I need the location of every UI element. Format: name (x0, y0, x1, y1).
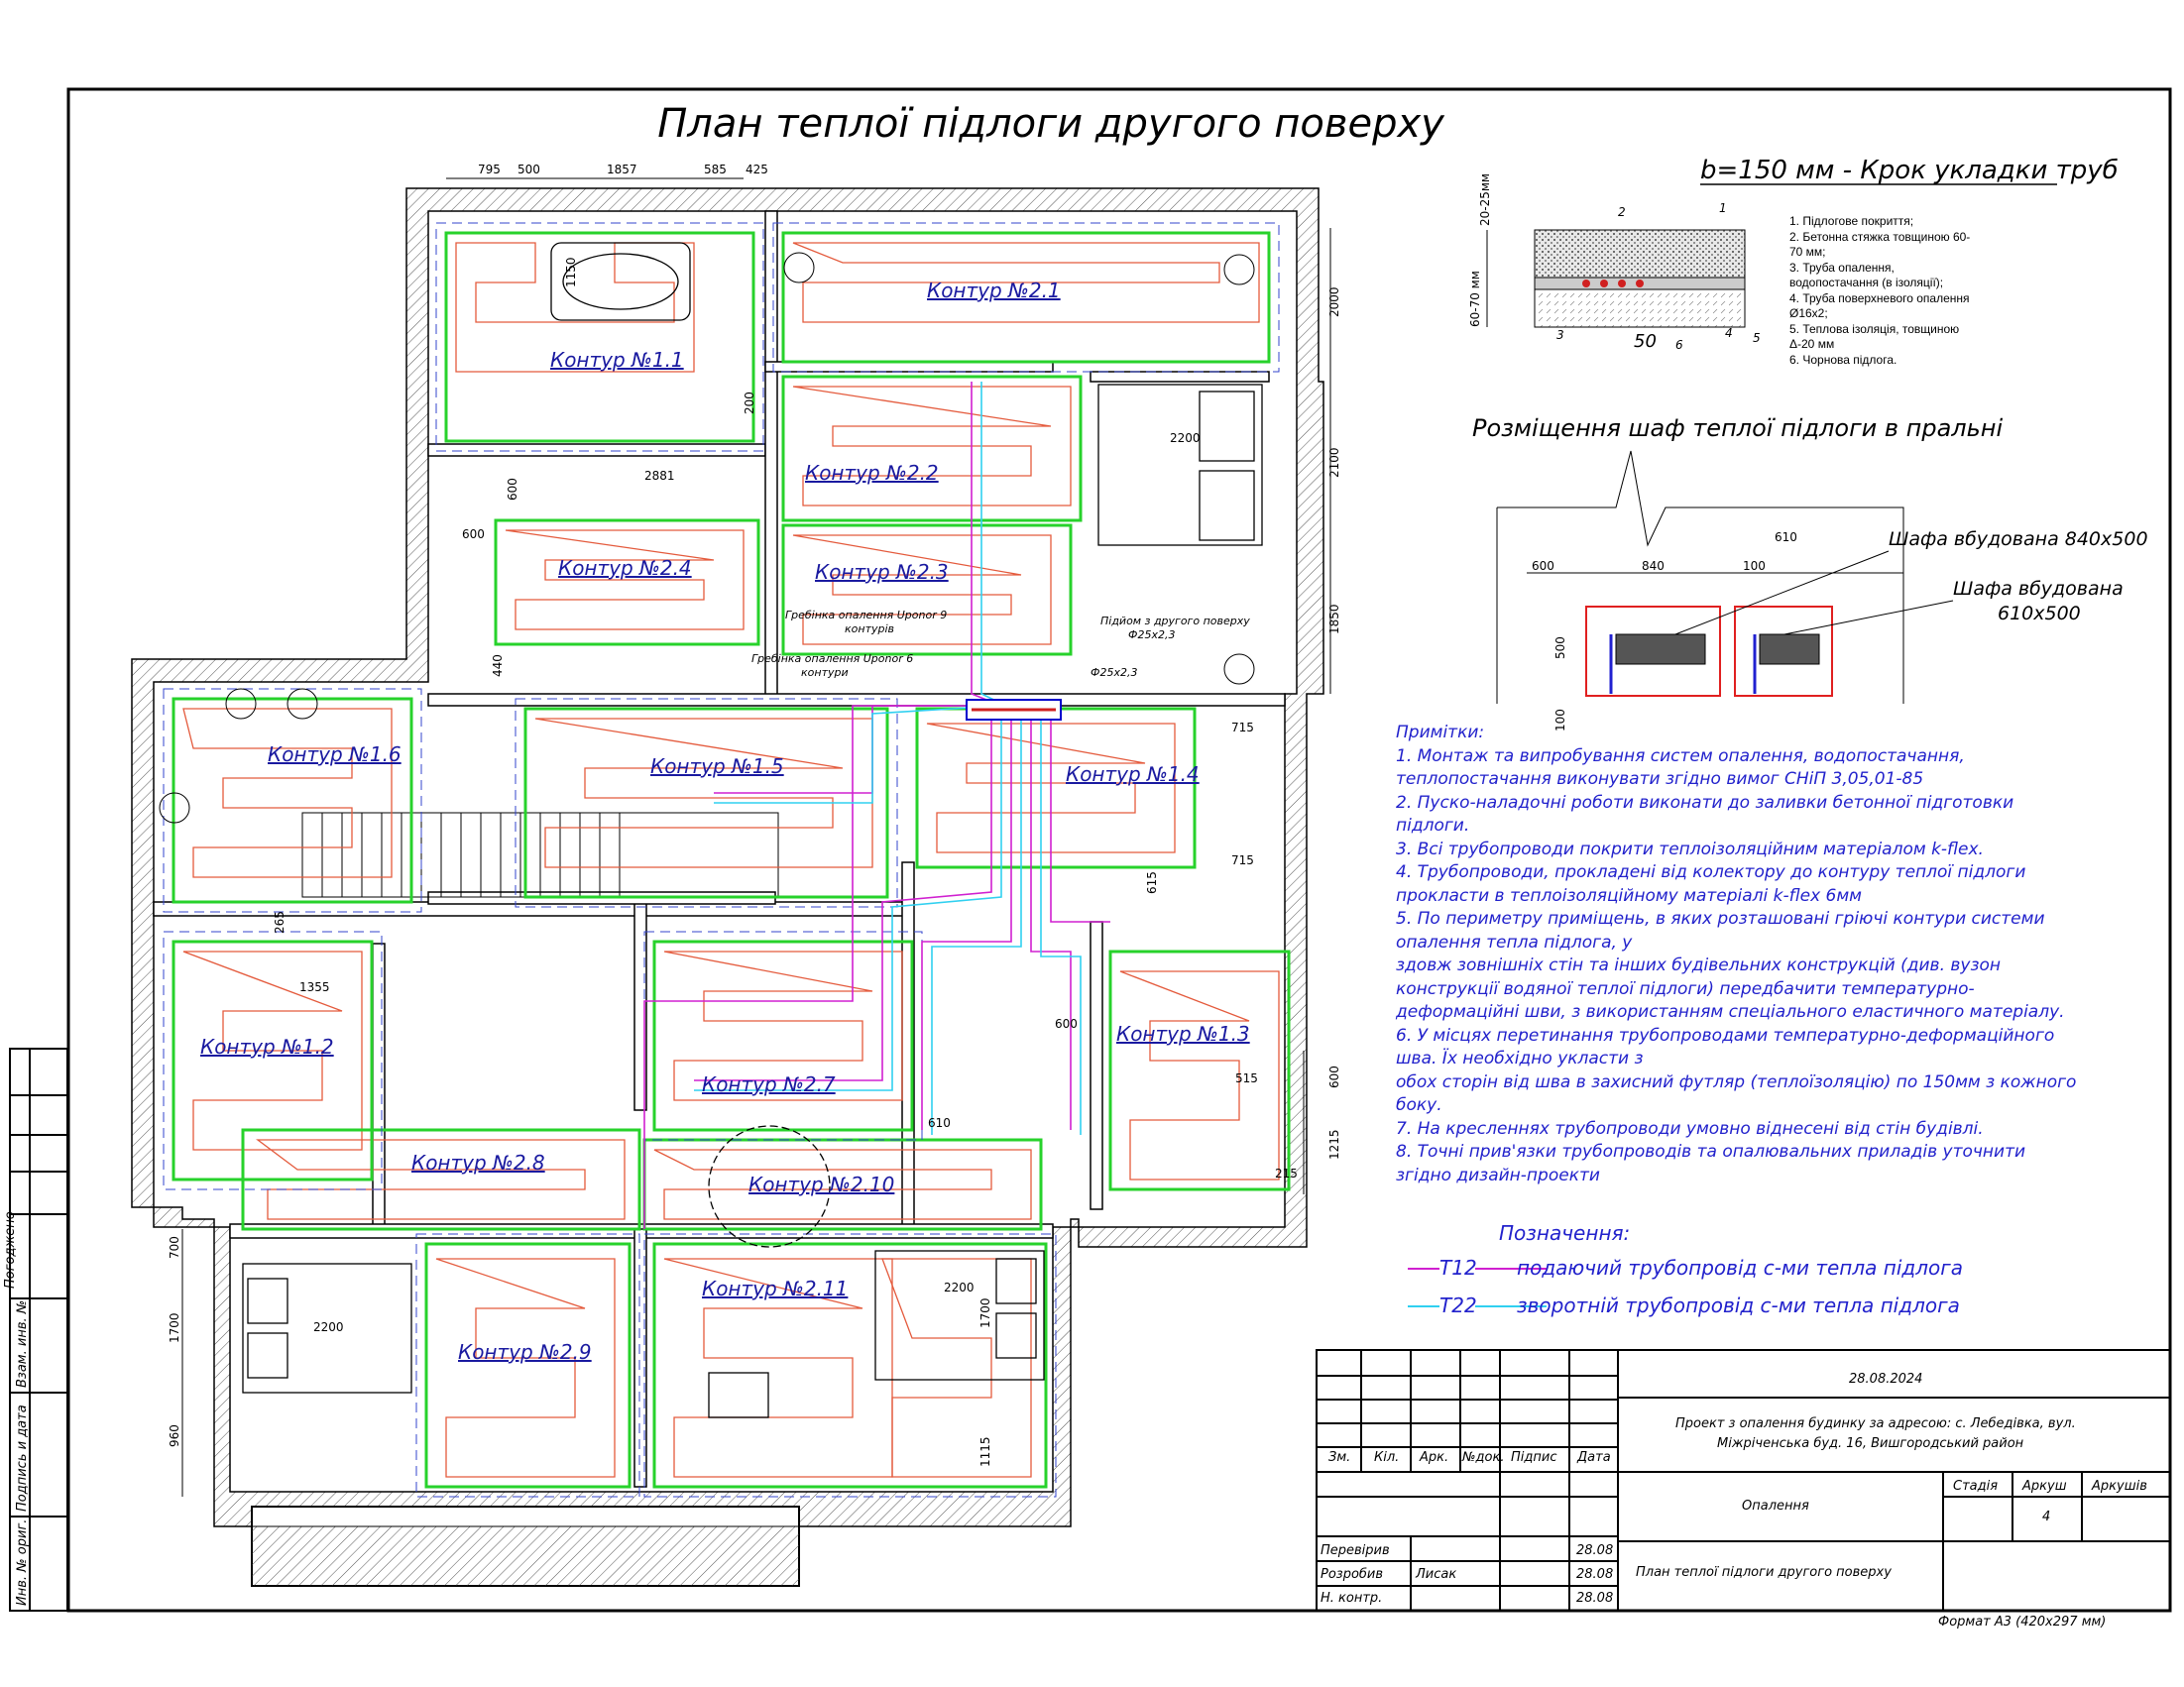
tb-col-1: Зм. (1328, 1450, 1351, 1465)
zone-label-2-3: Контур №2.3 (815, 560, 949, 584)
tb-role-1: Перевірив (1321, 1543, 1390, 1558)
zone-label-1-6: Контур №1.6 (268, 742, 402, 766)
plant-icons (160, 253, 1254, 823)
floor-plan (132, 163, 1341, 1586)
tb-role-3: Н. контр. (1321, 1591, 1383, 1606)
layer-num-5: 5 (1753, 331, 1761, 345)
zone-label-2-10: Контур №2.10 (748, 1173, 895, 1196)
note-item: здовж зовнішніх стін та інших будівельних конструкцій (див. вузон конструкції водяної теплої підлоги) передбачити температурно-деформаційні шви, з використанням спеціального еластичного матеріалу. (1396, 956, 2065, 1022)
cabinet-dim-100: 100 (1743, 559, 1766, 573)
cabinet-label-610-2: 610х500 (1998, 603, 2081, 624)
cabinet-dim-500: 500 (1553, 636, 1567, 659)
notes-block (1396, 722, 2080, 1187)
cabinet-label-840: Шафа вбудована 840х500 (1889, 528, 2148, 550)
layer-item: 3. Труба опалення, водопостачання (в ізоляції); (1789, 260, 1944, 289)
inner-dim-600a: 600 (506, 478, 519, 501)
inner-dim-2200c: 2200 (944, 1281, 975, 1294)
legend-desc-supply: подаючий трубопровід с-ми тепла підлога (1517, 1256, 1964, 1280)
inner-dim-600c: 600 (1055, 1017, 1078, 1031)
tb-sheet-h: Аркуш (2022, 1479, 2067, 1494)
layer-num-1: 1 (1719, 201, 1727, 215)
cabinet-dim-610: 610 (1775, 530, 1797, 544)
inner-dim-1700: 1700 (978, 1297, 992, 1328)
note-item: обох сторін від шва в захисний футляр (теплоїзоляцію) по 150мм з кожного боку. (1396, 1071, 2077, 1115)
inner-dim-1150: 1150 (564, 257, 578, 287)
zone-label-2-2: Контур №2.2 (805, 461, 939, 485)
left-dim-3: 960 (168, 1424, 181, 1447)
stamp-sign: Подпись и дата (15, 1405, 30, 1512)
tb-sheets-h: Аркушів (2092, 1479, 2147, 1494)
notes-heading: Примітки: (1396, 723, 1485, 742)
layer-item: 5. Теплова ізоляція, товщиною Δ-20 мм (1789, 321, 1960, 351)
inner-dim-1115: 1115 (978, 1436, 992, 1467)
zone-label-1-5: Контур №1.5 (650, 754, 784, 778)
layer-item: 6. Чорнова підлога. (1789, 352, 1897, 367)
inner-dim-2200a: 2200 (1170, 431, 1201, 445)
manifold-9-label-1: Гребінка опалення Uponor 9 (785, 609, 948, 621)
manifold-6-label-2: контури (801, 666, 849, 679)
tb-project-1: Проект з опалення будинку за адресою: с. Лебедівка, вул. (1675, 1416, 2076, 1431)
note-item: 4. Трубопроводи, прокладені від колектору до контуру теплої підлоги прокласти в теплоізоляційному матеріалі k-flex 6мм (1396, 862, 2026, 906)
note-item: 8. Точні прив'язки трубопроводів та опалювальних приладів уточнити згідно дизайн-проекти (1396, 1142, 2026, 1185)
inner-dim-2200b: 2200 (313, 1320, 344, 1334)
zone-label-2-1: Контур №2.1 (927, 279, 1061, 302)
tb-col-5: Підпис (1511, 1450, 1557, 1465)
tb-col-3: Арк. (1420, 1450, 1449, 1465)
inner-dim-610: 610 (928, 1116, 951, 1130)
right-dim-3: 1850 (1327, 604, 1341, 634)
tb-date-2: 28.08 (1576, 1567, 1614, 1582)
pipe-size-label: Ф25х2,3 (1091, 666, 1138, 679)
note-item: 3. Всі трубопроводи покрити теплоізоляційним матеріалом k-flex. (1396, 839, 1984, 859)
zone-label-1-3: Контур №1.3 (1116, 1022, 1250, 1046)
inner-dim-600b: 600 (462, 527, 485, 541)
zone-label-2-8: Контур №2.8 (411, 1151, 545, 1175)
note-item: 6. У місцях перетинання трубопроводами температурно-деформаційного шва. Їх необхідно укласти з (1396, 1025, 2055, 1068)
tb-date-1: 28.08 (1576, 1543, 1614, 1558)
zone-label-1-1: Контур №1.1 (550, 348, 684, 372)
tb-role-2: Розробив (1321, 1567, 1384, 1582)
inner-dim-515: 515 (1235, 1071, 1258, 1085)
right-lower-dim-1: 600 (1327, 1066, 1341, 1088)
cabinet-dim-600: 600 (1532, 559, 1554, 573)
left-dim-1: 700 (168, 1236, 181, 1259)
layer-num-4: 4 (1725, 326, 1733, 340)
stamp-agreed: Погоджено (3, 1211, 18, 1289)
right-dim-2: 2100 (1327, 447, 1341, 478)
top-dim-5: 425 (746, 163, 768, 176)
zone-label-2-9: Контур №2.9 (458, 1340, 592, 1364)
zone-label-1-2: Контур №1.2 (200, 1035, 334, 1059)
cabinets-detail (1472, 414, 2148, 731)
step-dim-top: 20-25мм (1478, 173, 1492, 226)
riser-label-2: Ф25х2,3 (1128, 628, 1176, 641)
zone-label-2-4: Контур №2.4 (558, 556, 692, 580)
right-lower-dim-2: 1215 (1327, 1129, 1341, 1160)
step-dim-side: 60-70 мм (1468, 271, 1482, 327)
layer-list (1789, 214, 1978, 368)
staircase (302, 813, 778, 897)
inner-dim-215: 215 (1275, 1167, 1298, 1181)
tb-sheet-no: 4 (2042, 1510, 2051, 1524)
exterior-wall (132, 188, 1323, 1526)
cabinets-heading: Розміщення шаф теплої підлоги в пральні (1472, 414, 2004, 442)
legend-desc-return: зворотній трубопровід с-ми тепла підлога (1517, 1293, 1960, 1317)
layer-num-3: 3 (1556, 328, 1564, 342)
tb-format: Формат А3 (420х297 мм) (1938, 1615, 2107, 1630)
tb-section: Опалення (1742, 1499, 1809, 1514)
page-title: План теплої підлоги другого поверху (657, 101, 1444, 147)
tb-stage-h: Стадія (1953, 1479, 1999, 1494)
layer-item: 1. Підлогове покриття; (1789, 214, 1914, 228)
tb-date: 28.08.2024 (1849, 1372, 1923, 1387)
legend-code-return: Т22 (1439, 1293, 1477, 1317)
top-dim-3: 1857 (607, 163, 637, 176)
top-dim-1: 795 (478, 163, 501, 176)
layer-item: 2. Бетонна стяжка товщиною 60-70 мм; (1789, 229, 1971, 259)
inner-dim-715b: 715 (1231, 853, 1254, 867)
cabinet-dim-100b: 100 (1553, 709, 1567, 731)
zone-label-2-7: Контур №2.7 (702, 1072, 836, 1096)
inner-dim-615: 615 (1145, 871, 1159, 894)
tb-col-6: Дата (1577, 1450, 1611, 1465)
left-dim-2: 1700 (168, 1312, 181, 1343)
step-dim-50: 50 (1634, 331, 1657, 352)
note-item: 2. Пуско-наладочні роботи виконати до заливки бетонної підготовки підлоги. (1396, 792, 2014, 836)
stamp-inv: Взам. инв. № (15, 1299, 30, 1388)
layer-num-2: 2 (1618, 205, 1626, 219)
tb-col-4: №док. (1462, 1450, 1505, 1465)
layer-num-6: 6 (1675, 338, 1683, 352)
inner-dim-440: 440 (491, 654, 505, 677)
right-dim-1: 2000 (1327, 286, 1341, 317)
manifold-9-label-2: контурів (845, 622, 895, 635)
legend-code-supply: Т12 (1439, 1256, 1477, 1280)
insulation-lines (164, 223, 1279, 1497)
inner-dim-715a: 715 (1231, 721, 1254, 734)
tb-name-2: Лисак (1416, 1567, 1457, 1582)
tb-drawing-name: План теплої підлоги другого поверху (1636, 1565, 1892, 1580)
inner-dim-1355: 1355 (299, 980, 330, 994)
inner-dim-200: 200 (743, 392, 756, 414)
layer-item: 4. Труба поверхневого опалення Ø16х2; (1789, 290, 1970, 320)
note-item: 5. По периметру приміщень, в яких розташовані гріючі контури системи опалення тепла підлога, у (1396, 909, 2045, 953)
inner-dim-265: 265 (273, 911, 287, 934)
top-dim-2: 500 (517, 163, 540, 176)
cabinet-dim-840: 840 (1642, 559, 1665, 573)
tb-project-2: Міжріченська буд. 16, Вишгородський район (1717, 1436, 2024, 1451)
zone-label-2-11: Контур №2.11 (702, 1277, 849, 1300)
tb-date-3: 28.08 (1576, 1591, 1614, 1606)
inner-dim-2881: 2881 (644, 469, 675, 483)
cabinet-label-610-1: Шафа вбудована (1953, 578, 2124, 600)
note-item: 1. Монтаж та випробування систем опалення, водопостачання, теплопостачання виконувати згідно вимог СНіП 3,05,01-85 (1396, 745, 1965, 789)
riser-label-1: Підйом з другого поверху (1100, 615, 1250, 627)
manifold-6-label-1: Гребінка опалення Uponor 6 (751, 652, 914, 665)
stamp-orig: Инв. № ориг. (15, 1518, 30, 1606)
note-item: 7. На кресленнях трубопроводи умовно віднесені від стін будівлі. (1396, 1118, 1984, 1139)
tb-col-2: Кіл. (1374, 1450, 1400, 1465)
step-heading: b=150 мм - Крок укладки труб (1700, 156, 2119, 185)
zone-label-1-4: Контур №1.4 (1066, 762, 1200, 786)
top-dim-4: 585 (704, 163, 727, 176)
legend-heading: Позначення: (1499, 1221, 1631, 1245)
